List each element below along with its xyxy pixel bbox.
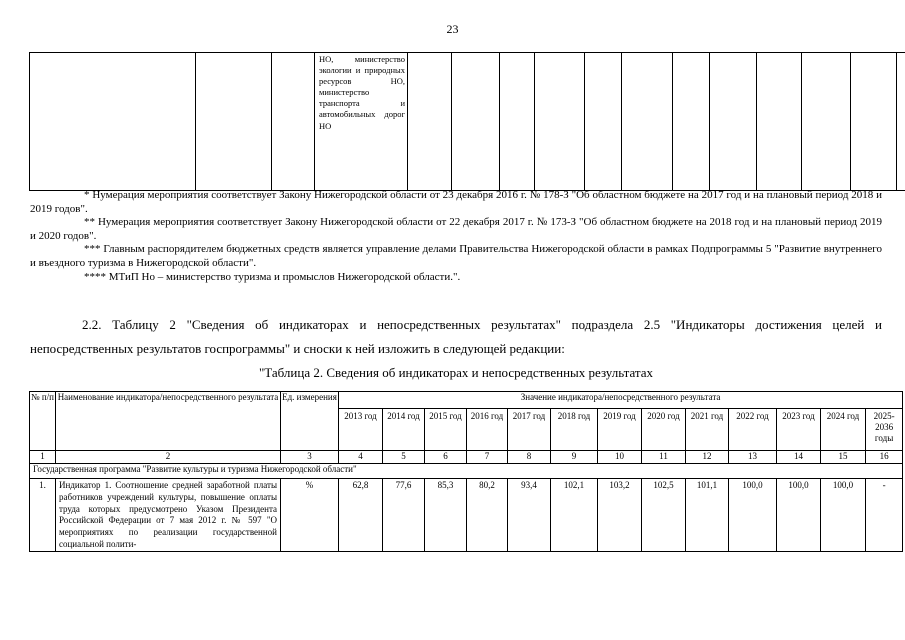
header-year: 2016 год	[467, 409, 508, 451]
footnote: *** Главным распорядителем бюджетных средств является управление делами Правительства Нижегородской области в рамках Подпрограммы 5 "Развитие внутреннего и въездного туризма в Нижегородской области".	[30, 243, 882, 269]
header-year: 2019 год	[598, 409, 642, 451]
column-number: 12	[686, 451, 729, 464]
header-value: Значение индикатора/непосредственного результата	[339, 392, 903, 409]
table-cell	[897, 53, 905, 191]
column-number: 5	[383, 451, 425, 464]
header-year: 2021 год	[686, 409, 729, 451]
table-cell	[673, 53, 710, 191]
header-year: 2025-2036 годы	[866, 409, 903, 451]
column-number: 14	[777, 451, 821, 464]
header-year: 2015 год	[425, 409, 467, 451]
header-num: № п/п	[30, 392, 56, 451]
header-unit: Ед. измерения	[281, 392, 339, 451]
row-value: -	[866, 479, 903, 552]
column-number: 7	[467, 451, 508, 464]
table-cell	[851, 53, 897, 191]
table-cell	[272, 53, 315, 191]
header-year: 2020 год	[642, 409, 686, 451]
column-number: 9	[551, 451, 598, 464]
program-row	[30, 464, 903, 479]
column-number: 3	[281, 451, 339, 464]
table-row	[30, 53, 905, 191]
header-year: 2018 год	[551, 409, 598, 451]
section-text	[30, 313, 882, 361]
row-value: 80,2	[467, 479, 508, 552]
header-year: 2013 год	[339, 409, 383, 451]
column-number: 10	[598, 451, 642, 464]
header-year: 2024 год	[821, 409, 866, 451]
table-cell	[535, 53, 585, 191]
row-value: 100,0	[729, 479, 777, 552]
table-cell	[452, 53, 500, 191]
header-name: Наименование индикатора/непосредственного результата	[56, 392, 281, 451]
table-cell	[757, 53, 802, 191]
footnote: **** МТиП Но – министерство туризма и промыслов Нижегородской области.".	[84, 270, 461, 283]
column-number: 15	[821, 451, 866, 464]
table-cell	[585, 53, 622, 191]
row-value: 102,5	[642, 479, 686, 552]
indicator-name: Индикатор 1. Соотношение средней заработной платы работников учреждений культуры, повышение оплаты труда которых предусмотрено Указом Президента Российской Федерации от 7 мая 2012 г. № 597 "О мероприятиях по реализации государственной социальной полити-	[56, 479, 281, 552]
program-title: Государственная программа "Развитие культуры и туризма Нижегородской области"	[30, 464, 903, 479]
footnote: ** Нумерация мероприятия соответствует Закону Нижегородской области от 22 декабря 2017 г. № 173-З "Об областном бюджете на 2018 год и на плановый период 2019 и 2020 годов".	[30, 216, 882, 242]
header-year: 2023 год	[777, 409, 821, 451]
column-number: 4	[339, 451, 383, 464]
page-number: 23	[446, 22, 459, 36]
indicators-table	[29, 391, 903, 552]
column-number-row	[30, 451, 903, 464]
table-cell	[710, 53, 757, 191]
header-year: 2022 год	[729, 409, 777, 451]
table-row	[30, 479, 903, 552]
header-year: 2014 год	[383, 409, 425, 451]
measures-table-continuation	[29, 52, 905, 191]
row-unit: %	[281, 479, 339, 552]
row-value: 85,3	[425, 479, 467, 552]
row-value: 102,1	[551, 479, 598, 552]
row-value: 77,6	[383, 479, 425, 552]
table-cell	[500, 53, 535, 191]
table-cell	[802, 53, 851, 191]
column-number: 2	[56, 451, 281, 464]
table-cell	[622, 53, 673, 191]
column-number: 11	[642, 451, 686, 464]
executor-cell: НО, министерство экологии и природных ресурсов НО, министерство транспорта и автомобильных дорог НО	[315, 53, 408, 191]
section-paragraph: 2.2. Таблицу 2 "Сведения об индикаторах и непосредственных результатах" подраздела 2.5 "Индикаторы достижения целей и непосредственных результатов госпрограммы" и сноски к ней изложить в следующей редакции:	[30, 317, 882, 356]
row-value: 62,8	[339, 479, 383, 552]
row-value: 93,4	[508, 479, 551, 552]
column-number: 13	[729, 451, 777, 464]
column-number: 8	[508, 451, 551, 464]
footnote: * Нумерация мероприятия соответствует Закону Нижегородской области от 23 декабря 2016 г. № 178-З "Об областном бюджете на 2017 год и на плановый период 2018 и 2019 годов".	[30, 189, 882, 215]
table-cell	[196, 53, 272, 191]
table-cell	[30, 53, 196, 191]
row-number: 1.	[30, 479, 56, 552]
column-number: 16	[866, 451, 903, 464]
row-value: 101,1	[686, 479, 729, 552]
row-value: 100,0	[777, 479, 821, 552]
column-number: 1	[30, 451, 56, 464]
table-title: "Таблица 2. Сведения об индикаторах и непосредственных результатах	[258, 365, 654, 380]
table-cell	[408, 53, 452, 191]
footnotes	[30, 189, 882, 284]
column-number: 6	[425, 451, 467, 464]
row-value: 100,0	[821, 479, 866, 552]
header-year: 2017 год	[508, 409, 551, 451]
header-row	[30, 392, 903, 409]
row-value: 103,2	[598, 479, 642, 552]
